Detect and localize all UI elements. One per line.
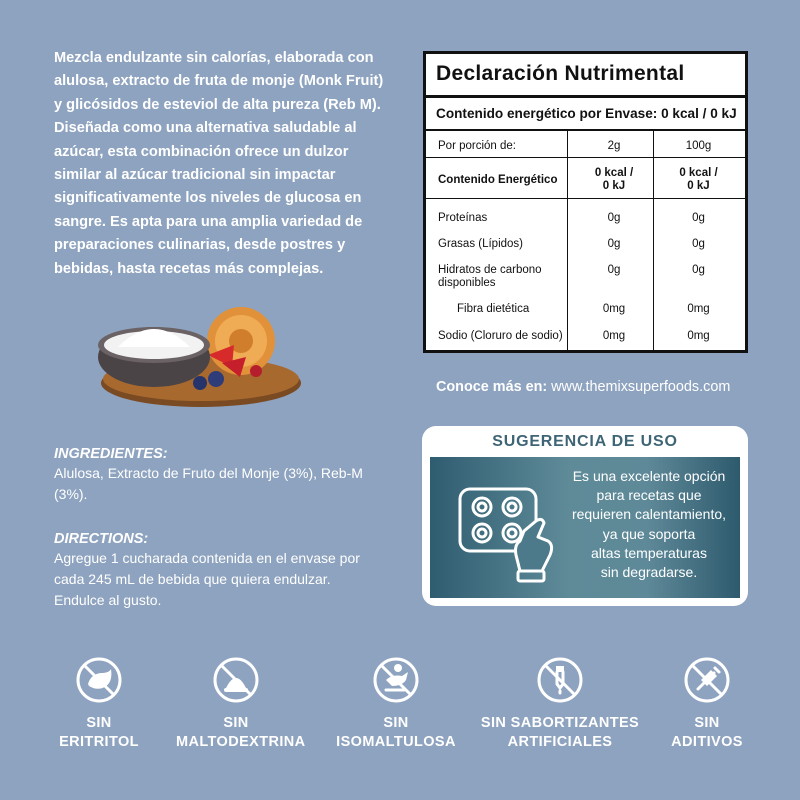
nutrient-value-1: 0g [607,238,621,250]
badge-line2: ERITRITOL [59,734,139,750]
badge-line1: SIN SABORTIZANTES [480,715,640,731]
no-syringe-icon [683,656,731,704]
nutrient-value-1: 0g [607,212,621,224]
nutrient-label: Grasas (Lípidos) [438,238,524,250]
energy-value-1b: 0 kJ [602,180,626,192]
website-prefix: Conoce más en: [436,379,548,395]
usage-line: altas temperaturas [591,544,707,561]
energy-per-package: Contenido energético por Envase: 0 kcal / 0 kJ [436,106,737,121]
nutrition-title: Declaración Nutrimental [436,62,685,85]
usage-line: Es una excelente opción [572,468,726,484]
badge-line2: ISOMALTULOSA [336,734,456,750]
usage-card [422,426,748,606]
energy-value-2b: 0 kJ [687,180,710,192]
usage-line: sin degradarse. [600,564,698,581]
nutrient-label-b: disponibles [438,277,496,289]
usage-line: para recetas que [596,487,702,504]
portion-label: Por porción de: [438,140,516,152]
badge-line2: ARTIFICIALES [507,734,613,750]
badge-line2: MALTODEXTRINA [176,734,306,750]
nutrient-value-2: 0g [692,212,705,224]
portion-size-1: 2g [607,140,621,152]
ingredients-title: INGREDIENTES: [54,446,168,462]
nutrition-table [423,51,748,353]
badge-line1: SIN [223,715,249,731]
nutrient-label: Proteínas [438,212,488,224]
nutrient-value-1: 0g [607,264,621,276]
product-illustration [96,305,302,415]
badge-line1: SIN [86,715,112,731]
badge-line1: SIN [383,715,409,731]
nutrient-value-2: 0g [692,264,705,276]
usage-line: requieren calentamiento, [571,506,727,523]
no-powder-icon [212,656,260,704]
no-leaf-icon [75,656,123,704]
nutrient-value-2: 0g [692,238,705,250]
ingredients-text: Alulosa, Extracto de Fruto del Monje (3%), Reb-M (3%). [54,465,363,502]
nutrient-value-1: 0mg [602,303,626,315]
nutrient-value-1: 0mg [602,330,626,342]
badge-line2: ADITIVOS [671,734,743,750]
usage-title: SUGERENCIA DE USO [492,433,678,450]
nutrient-label: Fibra dietética [457,303,530,315]
energy-label: Contenido Energético [438,174,558,186]
website-url[interactable]: www.themixsuperfoods.com [551,379,731,395]
energy-value-2a: 0 kcal / [679,167,718,179]
usage-line: ya que soporta [602,525,696,542]
directions-title: DIRECTIONS: [54,531,149,547]
badge-line1: SIN [694,715,720,731]
usage-text [560,467,738,582]
nutrient-label-a: Hidratos de carbono [438,264,542,276]
directions-text: Agregue 1 cucharada contenida en el envase por cada 245 mL de bebida que quiera endulzar. Endulce al gusto. [54,550,360,608]
nutrient-value-2: 0mg [687,330,710,342]
nutrient-label: Sodio (Cloruro de sodio) [438,330,563,342]
portion-size-2: 100g [685,140,712,152]
no-beet-icon [372,656,420,704]
nutrient-value-2: 0mg [687,303,710,315]
no-dropper-icon [536,656,584,704]
usage-panel [430,457,740,598]
baking-tray-icon [456,475,558,585]
website-line [436,379,730,395]
product-description: Mezcla endulzante sin calorías, elaborada con alulosa, extracto de fruta de monje (Monk Fruit) y glicósidos de esteviol de alta pureza (Reb M). Diseñada como una alternativa saludable al azúcar, esta combinación ofrece un dulzor similar al azúcar tradicional sin impactar significativamente los niveles de glucosa en sangre. Es apta para una amplia variedad de preparaciones culinarias, desde postres y bebidas, hasta recetas más complejas. [54,50,384,277]
energy-value-1a: 0 kcal / [594,167,634,179]
